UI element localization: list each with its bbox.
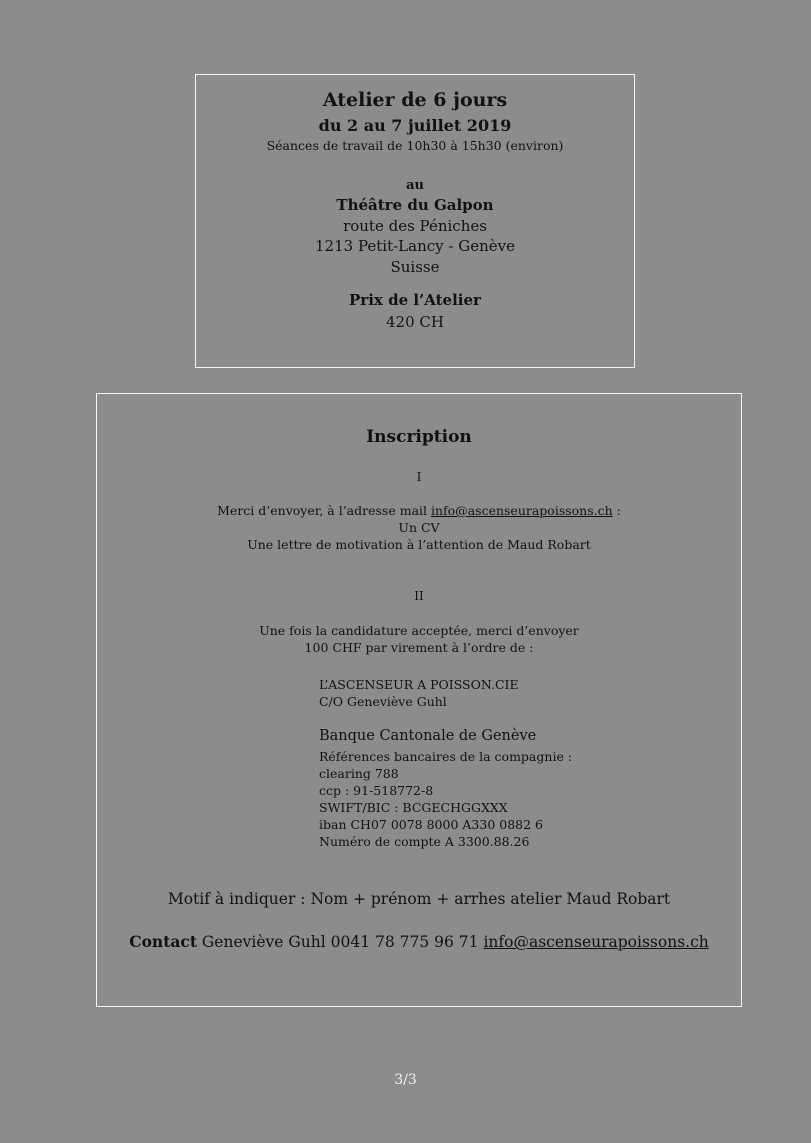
payment-motif: Motif à indiquer : Nom + prénom + arrhes atelier Maud Robart <box>167 890 671 908</box>
price-value: 420 CH <box>386 313 444 331</box>
bank-swift: SWIFT/BIC : BCGECHGGXXX <box>319 800 508 815</box>
atelier-title: Atelier de 6 jours <box>322 89 508 111</box>
atelier-info-box <box>195 74 635 368</box>
price-label: Prix de l’Atelier <box>349 291 481 309</box>
venue-city: 1213 Petit-Lancy - Genève <box>315 237 515 255</box>
bank-ccp: ccp : 91-518772-8 <box>319 783 434 798</box>
atelier-dates: du 2 au 7 juillet 2019 <box>318 116 512 135</box>
venue-street: route des Péniches <box>343 217 487 235</box>
contact-details: Geneviève Guhl 0041 78 775 96 71 <box>197 933 484 951</box>
bank-account: Numéro de compte A 3300.88.26 <box>319 834 530 849</box>
step2-number: II <box>414 589 424 603</box>
bank-refs-label: Références bancaires de la compagnie : <box>319 749 573 764</box>
step1-text: Merci d’envoyer, à l’adresse mail <box>217 503 431 518</box>
atelier-hours: Séances de travail de 10h30 à 15h30 (environ) <box>266 138 564 153</box>
step1-colon: : <box>612 503 621 518</box>
step2-line2: 100 CHF par virement à l’ordre de : <box>304 640 534 655</box>
contact-label: Contact <box>129 932 197 951</box>
step1-email-link[interactable]: info@ascenseurapoissons.ch <box>431 503 613 518</box>
step1-item-cv: Un CV <box>398 520 440 535</box>
payee-name: L’ASCENSEUR A POISSON.CIE <box>319 677 519 692</box>
step2-line1: Une fois la candidature acceptée, merci d’envoyer <box>259 623 579 638</box>
payee-co: C/O Geneviève Guhl <box>319 694 447 709</box>
page-number: 3/3 <box>394 1072 417 1088</box>
inscription-title: Inscription <box>366 427 472 447</box>
inscription-box <box>96 393 742 1007</box>
bank-iban: iban CH07 0078 8000 A330 0882 6 <box>319 817 543 832</box>
bank-name: Banque Cantonale de Genève <box>319 728 537 744</box>
venue-country: Suisse <box>390 258 440 276</box>
step1-number: I <box>416 470 422 484</box>
step1-instruction <box>97 503 741 518</box>
atelier-at: au <box>406 178 424 193</box>
venue-name: Théâtre du Galpon <box>336 196 494 214</box>
contact-line <box>97 932 741 951</box>
step1-item-letter: Une lettre de motivation à l’attention de Maud Robart <box>247 537 591 552</box>
contact-email-link[interactable]: info@ascenseurapoissons.ch <box>483 933 709 951</box>
bank-clearing: clearing 788 <box>319 766 399 781</box>
